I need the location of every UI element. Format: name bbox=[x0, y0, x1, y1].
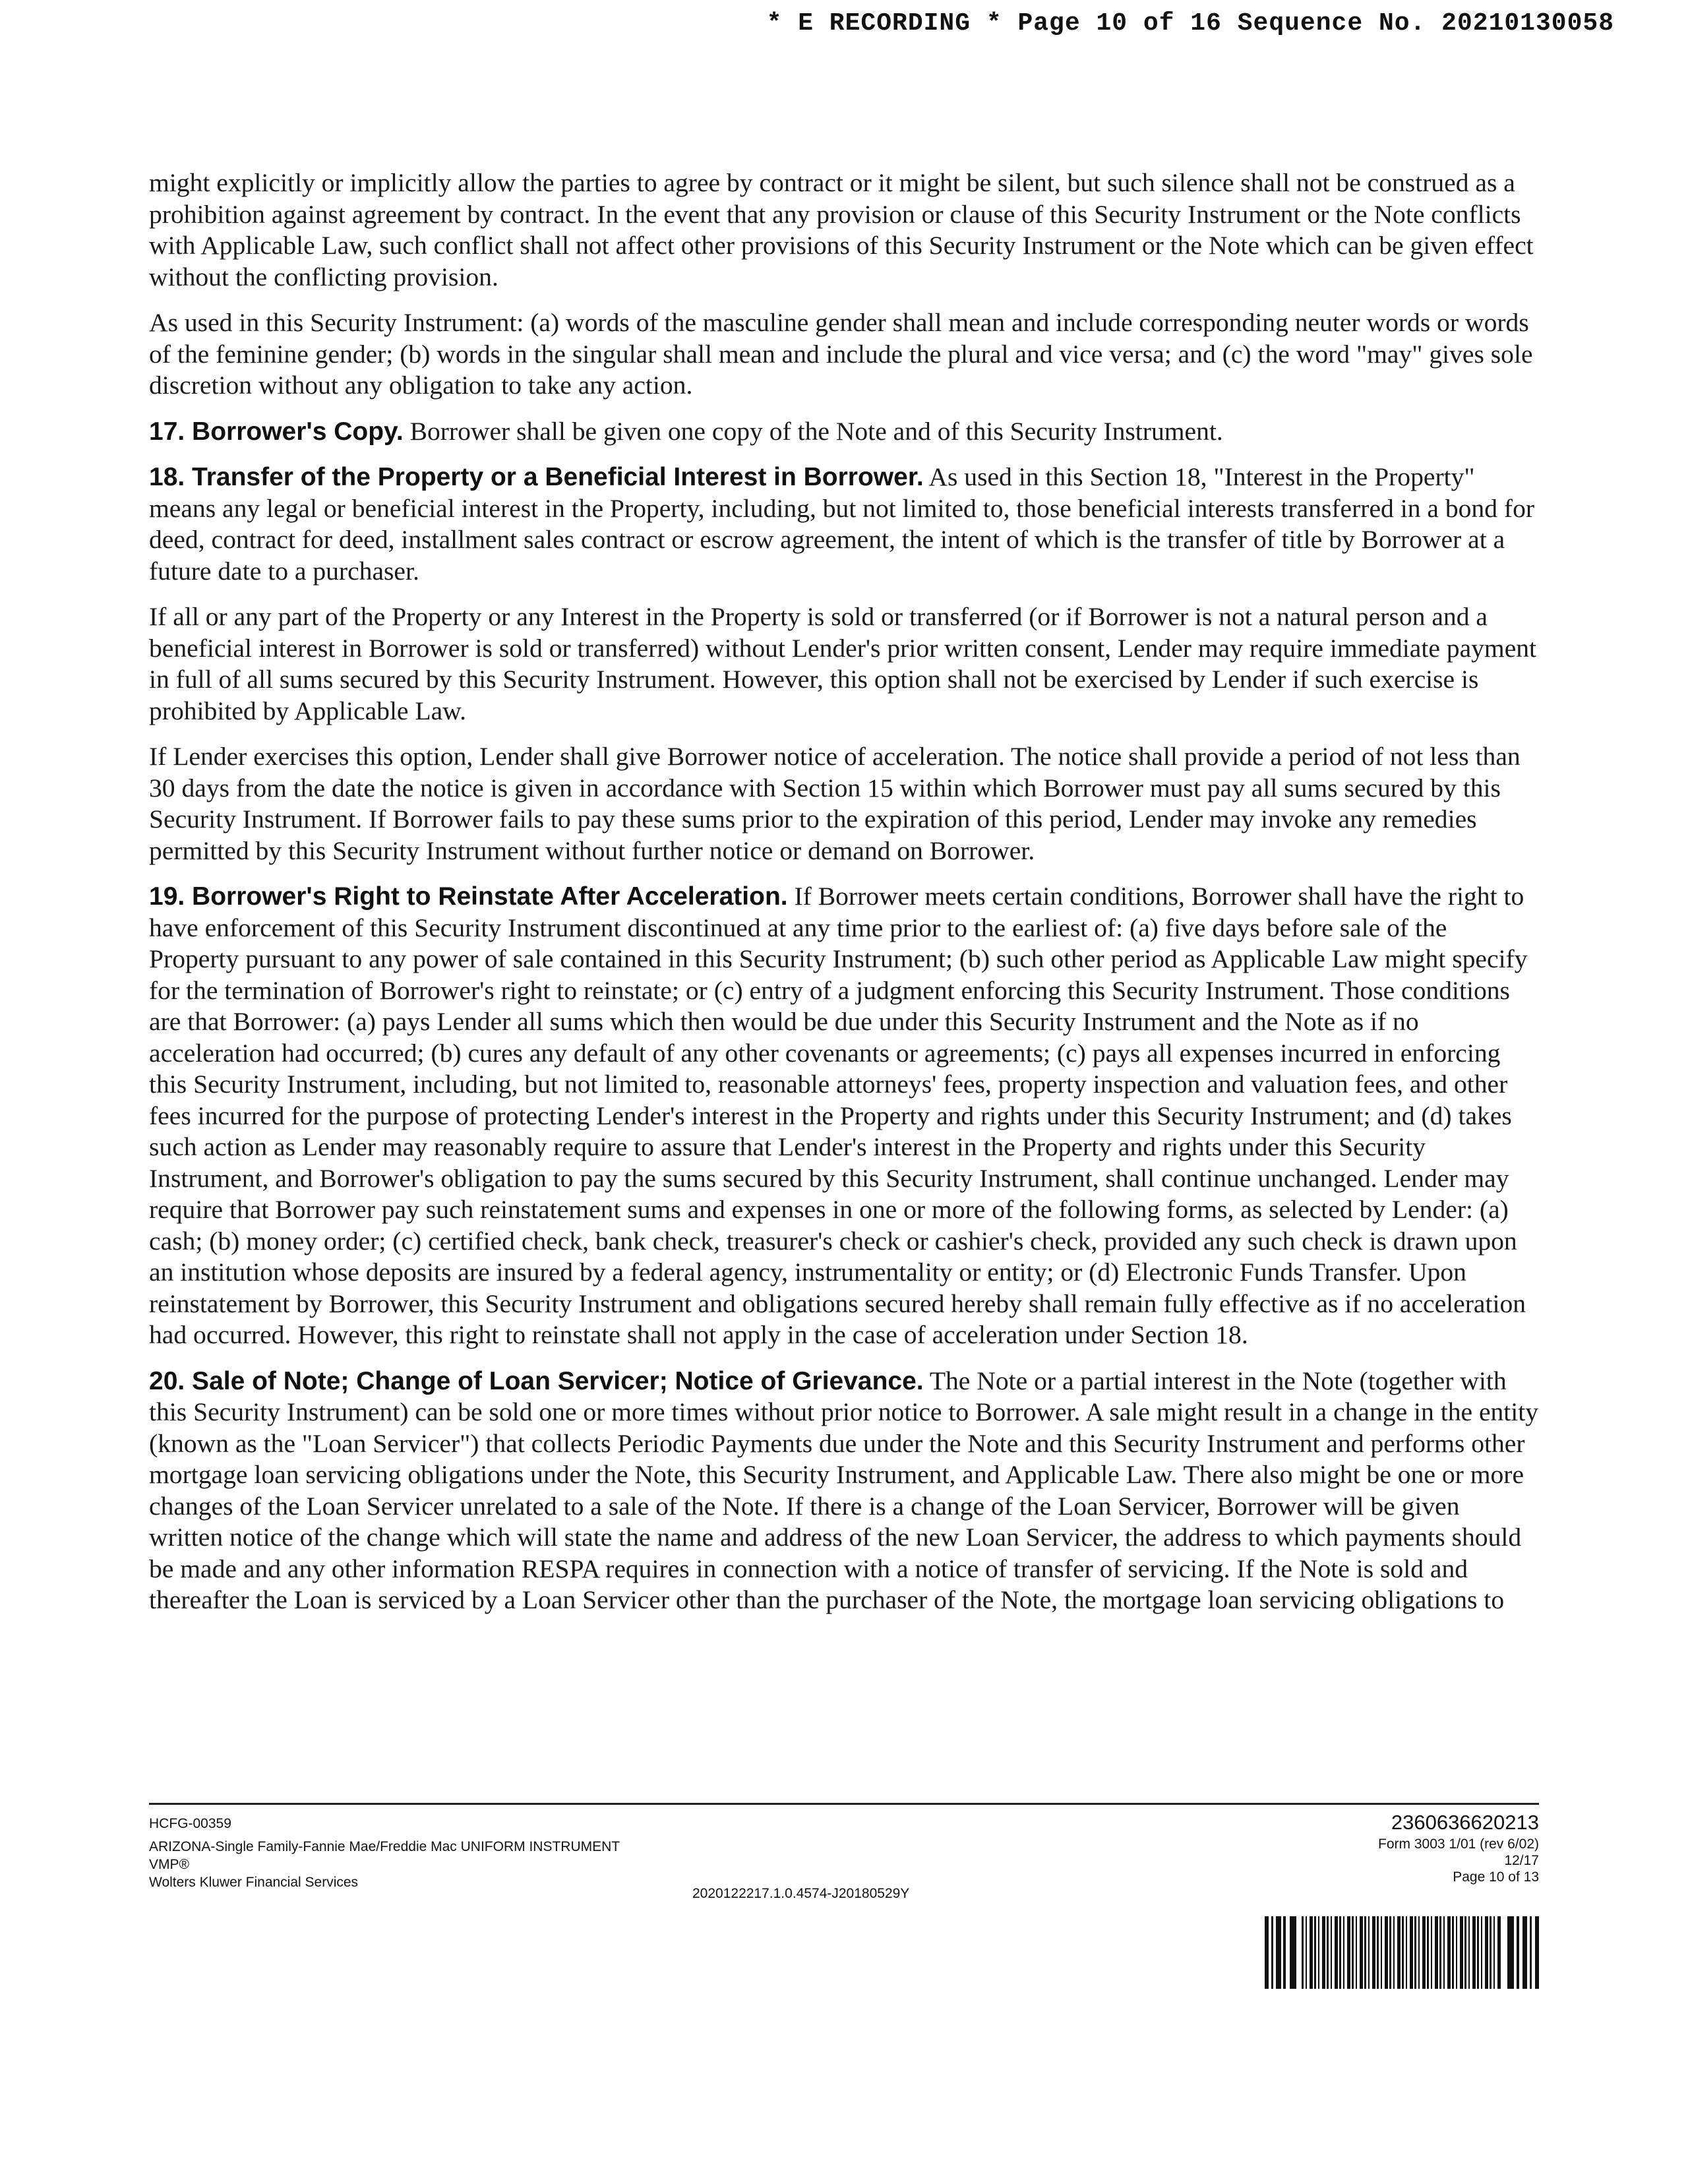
section-17-text: Borrower shall be given one copy of the Note and of this Security Instrument. bbox=[403, 416, 1223, 446]
form-revision: 12/17 bbox=[1504, 1853, 1539, 1868]
section-18-title: 18. Transfer of the Property or a Beneficial Interest in Borrower. bbox=[149, 463, 924, 491]
barcode-icon bbox=[1265, 1916, 1539, 1989]
document-id: 2020122217.1.0.4574-J20180529Y bbox=[692, 1886, 910, 1901]
instrument-title: ARIZONA-Single Family-Fannie Mae/Freddie Mac UNIFORM INSTRUMENT bbox=[149, 1839, 620, 1854]
section-18 bbox=[149, 462, 1539, 587]
section-19-text: If Borrower meets certain conditions, Borrower shall have the right to have enforcement of this Security Instrument discontinued at any time prior to the earliest of: (a) five days before sale of the Property pursuant to any power of sale contained in this Security Instrument; (b) such other period as Applicable Law might specify for the termination of Borrower's right to reinstate; or (c) entry of a judgment enforcing this Security Instrument. Those conditions are that Borrower: (a) pays Lender all sums which then would be due under this Security Instrument and the Note as if no acceleration had occurred; (b) cures any default of any other covenants or agreements; (c) pays all expenses incurred in enforcing this Security Instrument, including, but not limited to, reasonable attorneys' fees, property inspection and valuation fees, and other fees incurred for the purpose of protecting Lender's interest in the Property and rights under this Security Instrument; and (d) takes such action as Lender may reasonably require to assure that Lender's interest in the Property and rights under this Security Instrument, and Borrower's obligation to pay the sums secured by this Security Instrument, shall continue unchanged. Lender may require that Borrower pay such reinstatement sums and expenses in one or more of the following forms, as selected by Lender: (a) cash; (b) money order; (c) certified check, bank check, treasurer's check or cashier's check, provided any such check is drawn upon an institution whose deposits are insured by a federal agency, instrumentality or entity; or (d) Electronic Funds Transfer. Upon reinstatement by Borrower, this Security Instrument and obligations secured hereby shall remain fully effective as if no acceleration had occurred. However, this right to reinstate shall not apply in the case of acceleration under Section 18. bbox=[149, 882, 1528, 1349]
section-19 bbox=[149, 881, 1539, 1351]
loan-number: 2360636620213 bbox=[1391, 1811, 1539, 1834]
publisher: Wolters Kluwer Financial Services bbox=[149, 1875, 359, 1890]
document-body bbox=[149, 167, 1539, 1631]
section-17 bbox=[149, 416, 1539, 448]
form-number: Form 3003 1/01 (rev 6/02) bbox=[1378, 1836, 1539, 1852]
footer-left bbox=[149, 1815, 620, 1891]
paragraph-applicable-law: might explicitly or implicitly allow the parties to agree by contract or it might be silent, but such silence shall not be construed as a prohibition against agreement by contract. In the event that any provision or clause of this Security Instrument or the Note conflicts with Applicable Law, such conflict shall not affect other provisions of this Security Instrument or the Note which can be given effect without the conflicting provision. bbox=[149, 168, 1534, 291]
recording-header: * E RECORDING * Page 10 of 16 Sequence No. 20210130058 bbox=[766, 9, 1614, 38]
barcode-pattern bbox=[1302, 1916, 1502, 1989]
section-20-title: 20. Sale of Note; Change of Loan Servicer; Notice of Grievance. bbox=[149, 1366, 924, 1395]
section-17-title: 17. Borrower's Copy. bbox=[149, 417, 404, 446]
section-18-text: As used in this Section 18, "Interest in the Property" means any legal or beneficial interest in the Property, including, but not limited to, those beneficial interests transferred in a bond for deed, contract for deed, installment sales contract or escrow agreement, the intent of which is the transfer of title by Borrower at a future date to a purchaser. bbox=[149, 462, 1535, 586]
form-code: HCFG-00359 bbox=[149, 1816, 231, 1831]
vmp-mark: VMP® bbox=[149, 1857, 189, 1872]
section-20 bbox=[149, 1366, 1539, 1616]
paragraph-gender-usage: As used in this Security Instrument: (a) words of the masculine gender shall mean and include corresponding neuter words or words of the feminine gender; (b) words in the singular shall mean and include the plural and vice versa; and (c) the word "may" gives sole discretion without any obligation to take any action. bbox=[149, 308, 1533, 400]
section-19-title: 19. Borrower's Right to Reinstate After Acceleration. bbox=[149, 882, 788, 911]
paragraph-transfer-consent: If all or any part of the Property or any Interest in the Property is sold or transferred (or if Borrower is not a natural person and a beneficial interest in Borrower is sold or transferred) without Lender's prior written consent, Lender may require immediate payment in full of all sums secured by this Security Instrument. However, this option shall not be exercised by Lender if such exercise is prohibited by Applicable Law. bbox=[149, 602, 1537, 725]
page-number: Page 10 of 13 bbox=[1453, 1869, 1539, 1885]
footer-divider bbox=[149, 1803, 1539, 1805]
section-20-text: The Note or a partial interest in the Note (together with this Security Instrument) can be sold one or more times without prior notice to Borrower. A sale might result in a change in the entity (known as the "Loan Servicer") that collects Periodic Payments due under the Note and this Security Instrument and performs other mortgage loan servicing obligations under the Note, this Security Instrument, and Applicable Law. There also might be one or more changes of the Loan Servicer unrelated to a sale of the Note. If there is a change of the Loan Servicer, Borrower will be given written notice of the change which will state the name and address of the new Loan Servicer, the address to which payments should be made and any other information RESPA requires in connection with a notice of transfer of servicing. If the Note is sold and thereafter the Loan is serviced by a Loan Servicer other than the purchaser of the Note, the mortgage loan servicing obligations to bbox=[149, 1366, 1539, 1614]
footer-right bbox=[1378, 1809, 1539, 1885]
paragraph-acceleration-notice: If Lender exercises this option, Lender shall give Borrower notice of acceleration. The notice shall provide a period of not less than 30 days from the date the notice is given in accordance with Section 15 within which Borrower must pay all sums secured by this Security Instrument. If Borrower fails to pay these sums prior to the expiration of this period, Lender may invoke any remedies permitted by this Security Instrument without further notice or demand on Borrower. bbox=[149, 742, 1521, 865]
